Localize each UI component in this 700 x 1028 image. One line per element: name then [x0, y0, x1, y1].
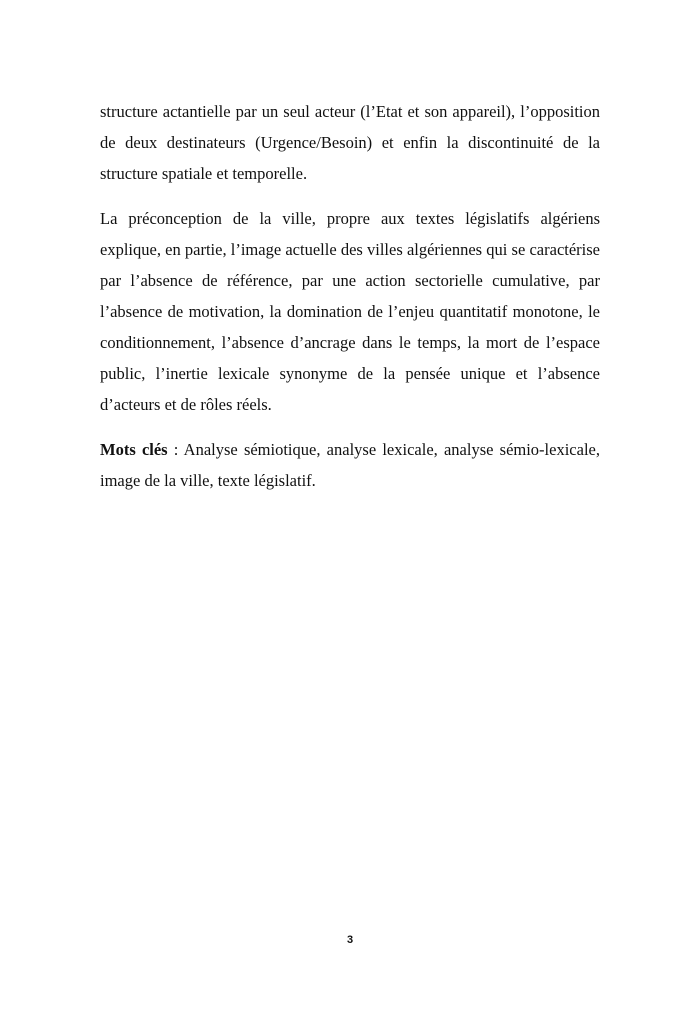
- text-line: d’acteurs et de rôles réels.: [100, 395, 272, 414]
- paragraph-conclusion-end: [100, 96, 600, 189]
- text-line: explique, en partie, l’image actuelle des villes algériennes qui se caractérise: [100, 240, 600, 259]
- keywords-line: image de la ville, texte législatif.: [100, 471, 316, 490]
- keywords-list: : Analyse sémiotique, analyse lexicale, analyse sémio-lexicale,: [167, 440, 600, 459]
- keywords-paragraph: [100, 434, 600, 496]
- body-text: [100, 96, 600, 510]
- page-number: 3: [346, 934, 354, 946]
- text-line: par l’absence de référence, par une action sectorielle cumulative, par: [100, 271, 600, 290]
- text-line: de deux destinateurs (Urgence/Besoin) et enfin la discontinuité de la: [100, 133, 600, 152]
- keywords-label: Mots clés: [100, 440, 168, 459]
- text-line: conditionnement, l’absence d’ancrage dans le temps, la mort de l’espace: [100, 333, 600, 352]
- text-line: l’absence de motivation, la domination de l’enjeu quantitatif monotone, le: [100, 302, 600, 321]
- text-line: public, l’inertie lexicale synonyme de la pensée unique et l’absence: [100, 364, 600, 383]
- text-line: structure spatiale et temporelle.: [100, 164, 308, 183]
- text-line: La préconception de la ville, propre aux textes législatifs algériens: [100, 209, 600, 228]
- keywords-line: [100, 434, 600, 465]
- paragraph-preconception: [100, 203, 600, 420]
- text-line: structure actantielle par un seul acteur (l’Etat et son appareil), l’opposition: [100, 102, 600, 121]
